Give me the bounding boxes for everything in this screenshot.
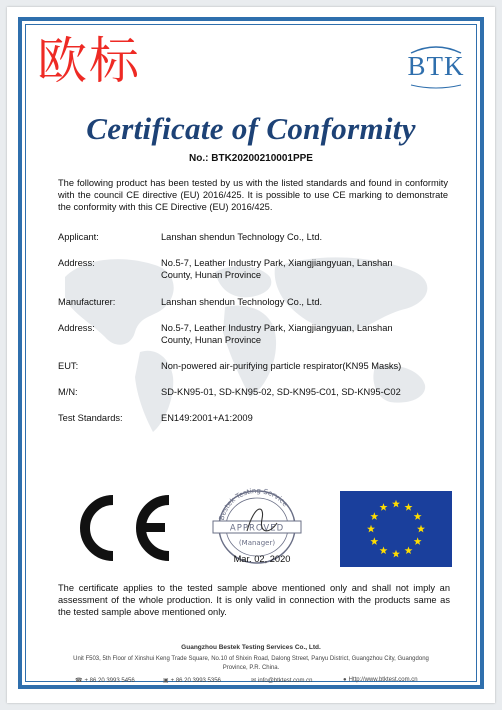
eu-star-icon	[414, 537, 422, 545]
certificate-page	[7, 7, 495, 703]
email-icon: ✉	[251, 678, 257, 684]
eu-star-icon	[414, 512, 422, 520]
field-label: Test Standards:	[58, 413, 123, 423]
phone-icon: ☎	[75, 678, 83, 684]
field-value: Lanshan shendun Technology Co., Ltd.	[161, 232, 323, 242]
btk-logo-text: BTK	[407, 51, 465, 81]
eu-star-icon	[370, 537, 378, 545]
certificate-number: No.: BTK20200210001PPE	[189, 153, 313, 164]
contact-fax: ▣ + 86 20 3993 5356	[163, 678, 221, 684]
eu-star-icon	[380, 546, 388, 554]
fax-icon: ▣	[163, 678, 169, 684]
eu-star-icon	[392, 500, 400, 508]
ce-mark-icon	[69, 492, 177, 564]
field-value: No.5-7, Leather Industry Park, Xiangjiangyuan, Lanshan County, Hunan Province	[161, 258, 393, 280]
eu-star-icon	[405, 546, 413, 554]
footer-disclaimer: The certificate applies to the tested sample above mentioned only and shall not imply an assessment of the whole production. It is only valid in connection with the products same as the tested sample above mentioned only.	[58, 583, 450, 617]
field-label: Applicant:	[58, 232, 99, 242]
eu-flag	[340, 491, 452, 567]
field-value: No.5-7, Leather Industry Park, Xiangjiangyuan, Lanshan County, Hunan Province	[161, 323, 393, 345]
field-value: SD-KN95-01, SD-KN95-02, SD-KN95-C01, SD-KN95-C02	[161, 387, 401, 397]
intro-paragraph: The following product has been tested by us with the listed standards and found in conformity with the council CE directive (EU) 2016/425. It is possible to use CE marking to demonstrate the conformity with this CE Directive (EU) 2016/425.	[58, 178, 448, 212]
field-label: EUT:	[58, 361, 79, 371]
eu-star-icon	[370, 512, 378, 520]
issuer-address: Unit F503, 5th Floor of Xinshui Keng Trade Square, No.10 of Shixin Road, Dalong Street, Panyu District, Guangzhou City, Guangdong Province, P.R. China.	[73, 656, 429, 671]
contact-website[interactable]: ● Http://www.btktest.com.cn	[343, 677, 418, 683]
eu-star-icon	[417, 525, 425, 533]
stamp-sub-text: (Manager)	[238, 539, 276, 547]
website-icon: ●	[343, 677, 347, 683]
stamp-ring-text: Bestek Testing Service	[217, 486, 290, 522]
field-value: Lanshan shendun Technology Co., Ltd.	[161, 297, 323, 307]
field-label: Address:	[58, 323, 95, 333]
certificate-title: Certificate of Conformity	[86, 111, 416, 146]
stamp-center-text: APPROVED	[229, 523, 285, 534]
field-label: Manufacturer:	[58, 297, 116, 307]
eu-star-icon	[367, 525, 375, 533]
btk-logo	[405, 45, 467, 89]
eu-stars-icon	[340, 491, 452, 567]
field-value: Non-powered air-purifying particle respirator(KN95 Masks)	[161, 361, 402, 371]
field-value: EN149:2001+A1:2009	[161, 413, 253, 423]
chinese-standard-mark: 欧标	[37, 32, 141, 90]
field-label: Address:	[58, 258, 95, 268]
field-label: M/N:	[58, 387, 78, 397]
contact-phone: ☎ + 86 20 3993 5456	[75, 678, 135, 684]
stamp-date: Mar. 02, 2020	[233, 554, 291, 564]
eu-star-icon	[405, 503, 413, 511]
eu-star-icon	[380, 503, 388, 511]
eu-star-icon	[392, 550, 400, 558]
contact-email[interactable]: ✉ info@btktest.com.cn	[251, 678, 313, 684]
issuer-company: Guangzhou Bestek Testing Services Co., Ltd.	[181, 644, 321, 651]
